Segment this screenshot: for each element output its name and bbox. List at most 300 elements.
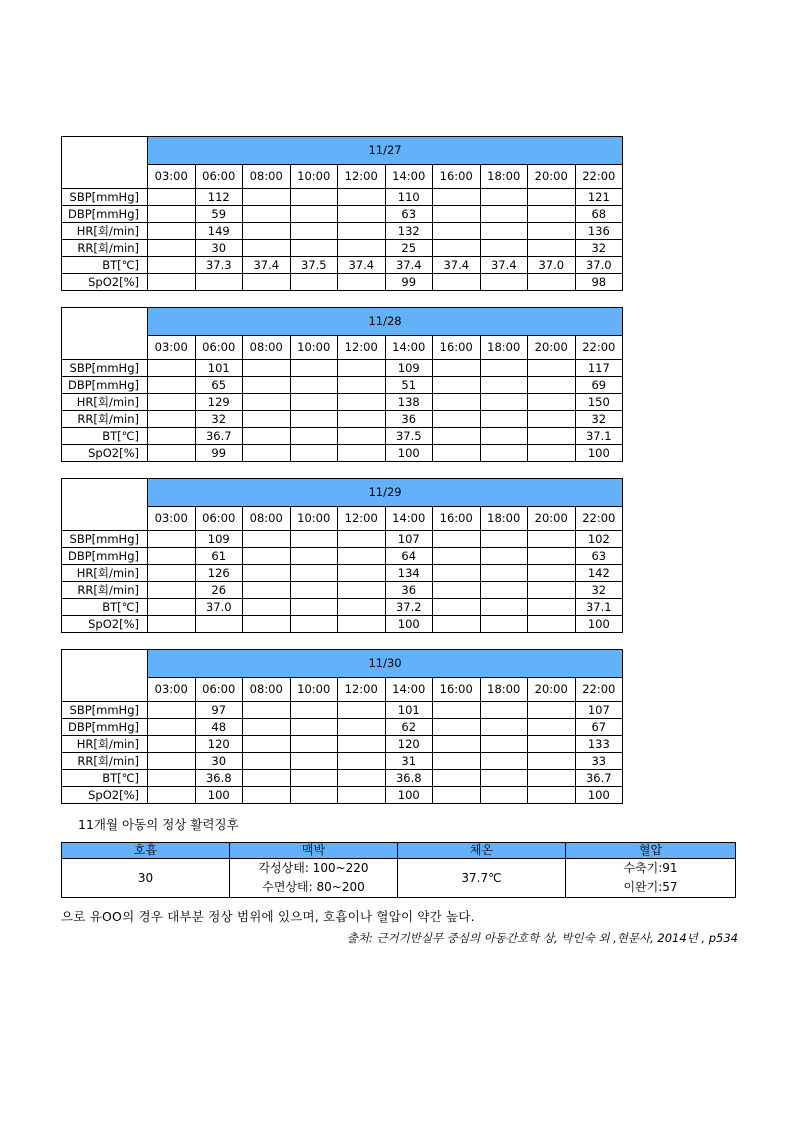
table-row <box>62 702 623 719</box>
pulse-awake: 각성상태: 100~220 <box>258 861 369 875</box>
table-row <box>62 189 623 206</box>
row-label: HR[회/min] <box>62 565 148 582</box>
value-cell <box>480 445 528 462</box>
bp-diastolic: 이완기:57 <box>623 880 678 894</box>
vitals-table-day-4 <box>61 649 623 804</box>
conclusion-text: 으로 유OO의 경우 대부분 정상 범위에 있으며, 호흡이나 혈압이 약간 높다. <box>61 909 475 924</box>
value-cell: 100 <box>385 787 433 804</box>
value-cell <box>433 206 481 223</box>
value-cell <box>243 274 291 291</box>
value-cell <box>433 360 481 377</box>
value-cell <box>148 702 196 719</box>
table-row <box>62 394 623 411</box>
value-cell: 37.4 <box>433 257 481 274</box>
value-cell: 37.5 <box>385 428 433 445</box>
value-cell <box>243 428 291 445</box>
value-cell <box>243 360 291 377</box>
value-cell: 126 <box>195 565 243 582</box>
time-header: 03:00 <box>148 507 196 531</box>
value-cell <box>480 565 528 582</box>
value-cell <box>290 770 338 787</box>
value-cell <box>290 206 338 223</box>
value-cell: 98 <box>575 274 623 291</box>
row-label: RR[회/min] <box>62 240 148 257</box>
value-cell <box>243 753 291 770</box>
time-header: 16:00 <box>433 678 481 702</box>
value-cell: 36.8 <box>195 770 243 787</box>
table-row <box>62 599 623 616</box>
value-cell <box>338 223 386 240</box>
value-cell <box>528 274 576 291</box>
value-cell: 109 <box>385 360 433 377</box>
vitals-table-day-1 <box>61 136 623 291</box>
value-cell <box>148 616 196 633</box>
value-cell <box>528 582 576 599</box>
normal-vitals-heading: 11개월 아동의 정상 활력징후 <box>78 817 239 832</box>
value-cell <box>243 445 291 462</box>
table-row <box>62 719 623 736</box>
value-cell: 37.0 <box>195 599 243 616</box>
value-cell <box>338 274 386 291</box>
date-header: 11/30 <box>148 650 623 678</box>
value-cell <box>433 428 481 445</box>
value-cell: 63 <box>385 206 433 223</box>
value-cell <box>290 189 338 206</box>
value-cell <box>290 445 338 462</box>
row-label: BT[℃] <box>62 770 148 787</box>
value-cell: 99 <box>195 445 243 462</box>
value-cell <box>338 702 386 719</box>
time-header: 12:00 <box>338 678 386 702</box>
value-cell <box>480 394 528 411</box>
value-cell <box>433 274 481 291</box>
value-cell <box>338 531 386 548</box>
table-row <box>62 753 623 770</box>
value-cell <box>480 616 528 633</box>
value-cell <box>290 565 338 582</box>
row-label: RR[회/min] <box>62 582 148 599</box>
value-cell: 36.8 <box>385 770 433 787</box>
value-cell: 138 <box>385 394 433 411</box>
date-header: 11/28 <box>148 308 623 336</box>
value-cell <box>290 394 338 411</box>
table-row <box>62 787 623 804</box>
row-label: BT[℃] <box>62 599 148 616</box>
value-cell <box>433 582 481 599</box>
value-cell: 69 <box>575 377 623 394</box>
value-cell <box>433 531 481 548</box>
time-header: 06:00 <box>195 678 243 702</box>
value-cell: 107 <box>575 702 623 719</box>
value-cell <box>290 719 338 736</box>
value-cell: 37.3 <box>195 257 243 274</box>
corner-cell <box>62 137 148 189</box>
value-cell: 120 <box>385 736 433 753</box>
time-header: 08:00 <box>243 165 291 189</box>
time-header: 14:00 <box>385 678 433 702</box>
value-cell <box>528 360 576 377</box>
table-row <box>62 428 623 445</box>
value-cell <box>290 616 338 633</box>
header-pulse: 맥박 <box>230 843 398 859</box>
value-cell: 36 <box>385 582 433 599</box>
row-label: SpO2[%] <box>62 616 148 633</box>
value-cell: 134 <box>385 565 433 582</box>
value-cell: 25 <box>385 240 433 257</box>
value-cell <box>480 531 528 548</box>
value-cell <box>480 548 528 565</box>
value-cell <box>290 377 338 394</box>
value-cell <box>148 240 196 257</box>
value-cell: 36.7 <box>575 770 623 787</box>
value-cell: 133 <box>575 736 623 753</box>
header-blood-pressure: 혈압 <box>566 843 736 859</box>
value-cell: 120 <box>195 736 243 753</box>
value-cell: 99 <box>385 274 433 291</box>
value-cell <box>528 787 576 804</box>
value-cell <box>290 428 338 445</box>
time-header: 10:00 <box>290 678 338 702</box>
value-cell: 100 <box>385 616 433 633</box>
value-cell <box>338 377 386 394</box>
value-cell <box>338 360 386 377</box>
table-row <box>62 360 623 377</box>
value-cell: 30 <box>195 753 243 770</box>
time-header: 20:00 <box>528 336 576 360</box>
value-cell <box>148 582 196 599</box>
value-cell: 150 <box>575 394 623 411</box>
value-cell <box>290 702 338 719</box>
value-cell: 65 <box>195 377 243 394</box>
value-cell: 100 <box>575 445 623 462</box>
time-header: 03:00 <box>148 165 196 189</box>
time-header: 16:00 <box>433 165 481 189</box>
time-header: 18:00 <box>480 507 528 531</box>
time-header: 20:00 <box>528 507 576 531</box>
row-label: HR[회/min] <box>62 394 148 411</box>
time-header: 18:00 <box>480 678 528 702</box>
value-cell <box>338 787 386 804</box>
value-cell <box>243 582 291 599</box>
value-cell <box>148 548 196 565</box>
value-cell <box>243 411 291 428</box>
row-label: DBP[mmHg] <box>62 206 148 223</box>
row-label: BT[℃] <box>62 257 148 274</box>
value-cell: 26 <box>195 582 243 599</box>
corner-cell <box>62 308 148 360</box>
row-label: HR[회/min] <box>62 223 148 240</box>
value-cell: 67 <box>575 719 623 736</box>
value-cell <box>480 702 528 719</box>
value-cell <box>148 189 196 206</box>
value-cell <box>243 736 291 753</box>
value-cell <box>528 206 576 223</box>
row-label: RR[회/min] <box>62 411 148 428</box>
value-cell <box>528 428 576 445</box>
value-cell <box>528 770 576 787</box>
value-cell <box>338 753 386 770</box>
value-cell: 62 <box>385 719 433 736</box>
row-label: HR[회/min] <box>62 736 148 753</box>
value-cell: 32 <box>195 411 243 428</box>
value-cell <box>243 548 291 565</box>
vitals-table-day-2 <box>61 307 623 462</box>
value-cell: 51 <box>385 377 433 394</box>
value-cell <box>148 736 196 753</box>
time-header: 18:00 <box>480 165 528 189</box>
value-cell: 121 <box>575 189 623 206</box>
value-cell: 100 <box>385 445 433 462</box>
value-cell <box>243 531 291 548</box>
row-label: DBP[mmHg] <box>62 377 148 394</box>
value-cell <box>148 377 196 394</box>
time-header: 12:00 <box>338 336 386 360</box>
value-cell <box>243 206 291 223</box>
value-cell <box>338 582 386 599</box>
table-row <box>62 736 623 753</box>
row-label: RR[회/min] <box>62 753 148 770</box>
value-cell <box>290 736 338 753</box>
value-cell <box>433 411 481 428</box>
value-cell: 68 <box>575 206 623 223</box>
value-cell <box>338 719 386 736</box>
temperature-value: 37.7℃ <box>398 859 566 898</box>
value-cell <box>433 565 481 582</box>
header-respiration: 호흡 <box>62 843 230 859</box>
corner-cell <box>62 650 148 702</box>
value-cell <box>480 274 528 291</box>
value-cell <box>480 223 528 240</box>
value-cell <box>148 445 196 462</box>
value-cell: 100 <box>575 787 623 804</box>
table-row <box>62 582 623 599</box>
value-cell <box>290 240 338 257</box>
value-cell <box>480 787 528 804</box>
value-cell: 36.7 <box>195 428 243 445</box>
normal-vitals-table <box>61 842 736 898</box>
value-cell <box>433 616 481 633</box>
value-cell <box>243 240 291 257</box>
value-cell <box>243 599 291 616</box>
value-cell <box>290 753 338 770</box>
value-cell: 117 <box>575 360 623 377</box>
vitals-table-day-3 <box>61 478 623 633</box>
value-cell <box>243 565 291 582</box>
value-cell: 37.2 <box>385 599 433 616</box>
time-header: 12:00 <box>338 165 386 189</box>
value-cell <box>433 787 481 804</box>
time-header: 08:00 <box>243 336 291 360</box>
value-cell <box>480 719 528 736</box>
row-label: SpO2[%] <box>62 787 148 804</box>
value-cell <box>148 206 196 223</box>
value-cell <box>148 428 196 445</box>
value-cell <box>148 565 196 582</box>
time-header: 18:00 <box>480 336 528 360</box>
value-cell <box>433 736 481 753</box>
time-header: 10:00 <box>290 336 338 360</box>
table-row <box>62 206 623 223</box>
pulse-asleep: 수면상태: 80~200 <box>262 880 365 894</box>
value-cell <box>528 616 576 633</box>
table-row <box>62 565 623 582</box>
value-cell <box>290 531 338 548</box>
value-cell: 100 <box>195 787 243 804</box>
time-header: 03:00 <box>148 678 196 702</box>
value-cell <box>243 719 291 736</box>
value-cell <box>528 565 576 582</box>
value-cell <box>243 223 291 240</box>
value-cell <box>148 770 196 787</box>
value-cell: 33 <box>575 753 623 770</box>
time-header: 06:00 <box>195 165 243 189</box>
value-cell <box>433 702 481 719</box>
value-cell <box>528 531 576 548</box>
value-cell <box>528 702 576 719</box>
value-cell: 31 <box>385 753 433 770</box>
time-header: 12:00 <box>338 507 386 531</box>
value-cell <box>148 274 196 291</box>
value-cell: 32 <box>575 411 623 428</box>
value-cell: 37.4 <box>385 257 433 274</box>
value-cell: 112 <box>195 189 243 206</box>
value-cell <box>480 753 528 770</box>
pulse-value <box>230 859 398 898</box>
time-header: 16:00 <box>433 507 481 531</box>
value-cell: 37.4 <box>243 257 291 274</box>
value-cell <box>290 599 338 616</box>
value-cell: 129 <box>195 394 243 411</box>
value-cell <box>290 548 338 565</box>
value-cell <box>243 770 291 787</box>
row-label: SBP[mmHg] <box>62 189 148 206</box>
table-row <box>62 445 623 462</box>
value-cell: 64 <box>385 548 433 565</box>
value-cell <box>243 616 291 633</box>
value-cell: 37.4 <box>338 257 386 274</box>
value-cell <box>338 616 386 633</box>
value-cell <box>433 770 481 787</box>
value-cell <box>433 599 481 616</box>
blood-pressure-value <box>566 859 736 898</box>
date-header: 11/29 <box>148 479 623 507</box>
value-cell <box>148 531 196 548</box>
source-citation: 출처: 근거기반실무 중심의 아동간호학 상, 박인숙 외 ,현문사, 2014년 , p534 <box>346 931 738 945</box>
value-cell <box>528 753 576 770</box>
value-cell <box>243 189 291 206</box>
value-cell: 37.0 <box>575 257 623 274</box>
value-cell <box>290 223 338 240</box>
value-cell <box>290 274 338 291</box>
value-cell <box>433 445 481 462</box>
value-cell <box>480 428 528 445</box>
time-header: 22:00 <box>575 165 623 189</box>
value-cell <box>338 548 386 565</box>
row-label: BT[℃] <box>62 428 148 445</box>
value-cell <box>338 428 386 445</box>
value-cell <box>290 411 338 428</box>
row-label: SBP[mmHg] <box>62 702 148 719</box>
value-cell: 132 <box>385 223 433 240</box>
value-cell <box>433 719 481 736</box>
value-cell: 102 <box>575 531 623 548</box>
value-cell <box>433 753 481 770</box>
value-cell: 36 <box>385 411 433 428</box>
value-cell <box>243 377 291 394</box>
value-cell <box>338 770 386 787</box>
date-header: 11/27 <box>148 137 623 165</box>
value-cell <box>528 189 576 206</box>
value-cell: 100 <box>575 616 623 633</box>
value-cell <box>195 616 243 633</box>
value-cell <box>433 394 481 411</box>
value-cell <box>338 565 386 582</box>
time-header: 08:00 <box>243 678 291 702</box>
value-cell <box>480 411 528 428</box>
value-cell <box>480 206 528 223</box>
time-header: 22:00 <box>575 678 623 702</box>
value-cell: 107 <box>385 531 433 548</box>
value-cell <box>480 736 528 753</box>
value-cell <box>338 240 386 257</box>
value-cell <box>338 445 386 462</box>
value-cell <box>243 702 291 719</box>
value-cell: 32 <box>575 240 623 257</box>
value-cell <box>528 394 576 411</box>
value-cell <box>480 377 528 394</box>
value-cell <box>148 360 196 377</box>
value-cell <box>433 189 481 206</box>
value-cell: 37.4 <box>480 257 528 274</box>
value-cell <box>433 548 481 565</box>
time-header: 20:00 <box>528 678 576 702</box>
value-cell <box>338 736 386 753</box>
time-header: 10:00 <box>290 507 338 531</box>
table-row <box>62 257 623 274</box>
value-cell: 37.1 <box>575 599 623 616</box>
value-cell: 101 <box>195 360 243 377</box>
bp-systolic: 수축기:91 <box>623 861 678 875</box>
value-cell: 37.1 <box>575 428 623 445</box>
value-cell <box>338 206 386 223</box>
value-cell <box>528 599 576 616</box>
time-header: 22:00 <box>575 507 623 531</box>
value-cell <box>433 223 481 240</box>
value-cell <box>243 394 291 411</box>
value-cell <box>148 719 196 736</box>
value-cell <box>338 394 386 411</box>
value-cell <box>148 787 196 804</box>
value-cell <box>243 787 291 804</box>
table-row <box>62 240 623 257</box>
time-header: 06:00 <box>195 336 243 360</box>
value-cell <box>290 582 338 599</box>
value-cell <box>480 599 528 616</box>
header-temperature: 체온 <box>398 843 566 859</box>
value-cell <box>290 787 338 804</box>
value-cell <box>528 223 576 240</box>
value-cell <box>195 274 243 291</box>
value-cell <box>338 189 386 206</box>
value-cell: 48 <box>195 719 243 736</box>
value-cell <box>528 736 576 753</box>
value-cell: 109 <box>195 531 243 548</box>
value-cell <box>433 240 481 257</box>
time-header: 10:00 <box>290 165 338 189</box>
time-header: 14:00 <box>385 165 433 189</box>
row-label: SpO2[%] <box>62 274 148 291</box>
value-cell <box>480 360 528 377</box>
